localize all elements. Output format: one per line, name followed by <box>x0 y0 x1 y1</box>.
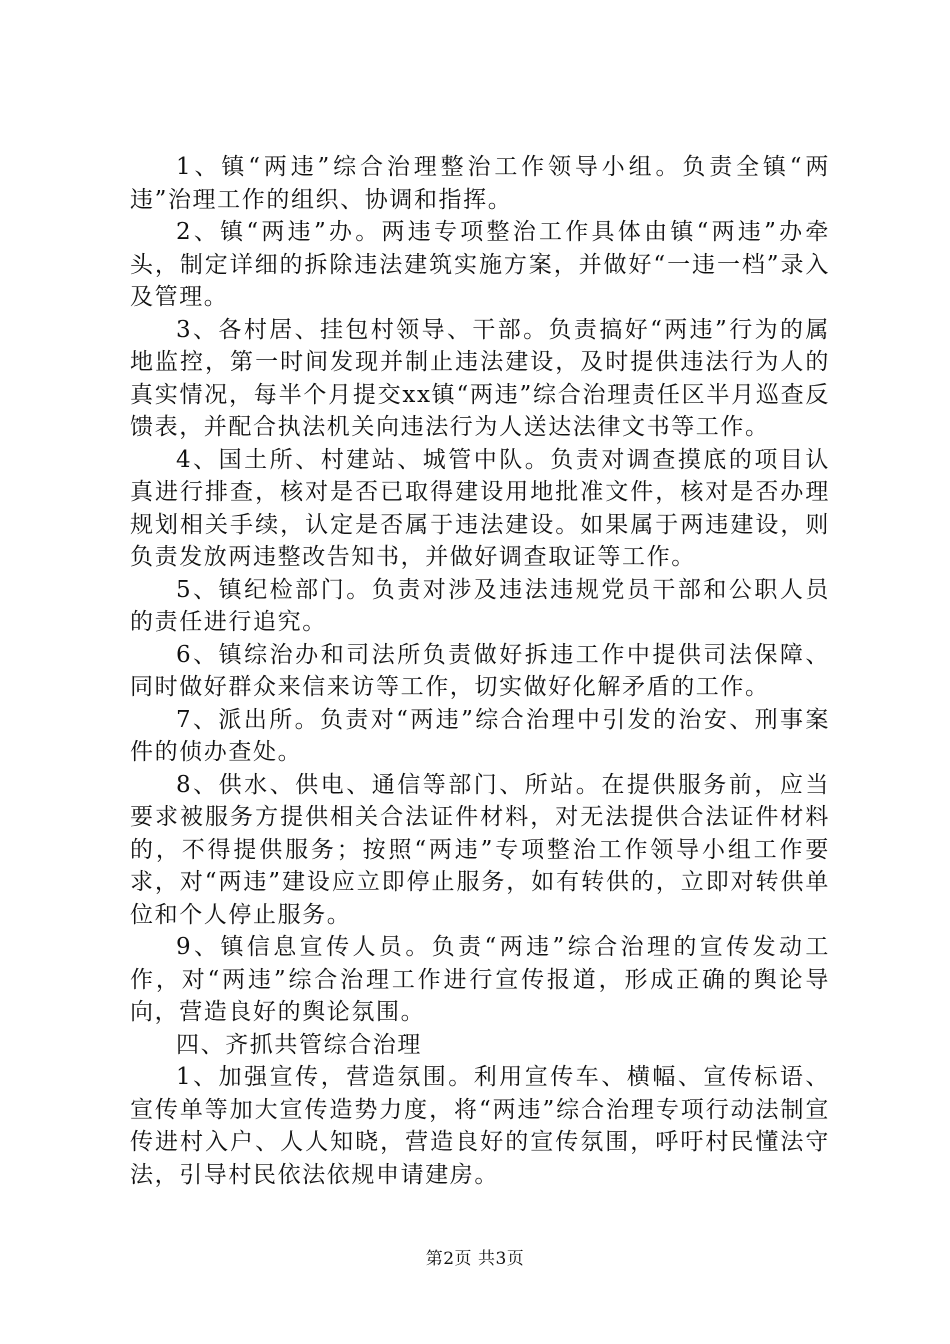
section-heading: 四、齐抓共管综合治理 <box>176 1031 422 1058</box>
paragraph-police-station: 7、派出所。负责对“两违”综合治理中引发的治安、刑事案件的侦办查处。 <box>130 706 830 765</box>
paragraph-two-violations-office: 2、镇“两违”办。两违专项整治工作具体由镇“两违”办牵头，制定详细的拆除违法建筑实施方案，并做好“一违一档”录入及管理。 <box>130 219 830 310</box>
paragraph-publicity-staff: 9、镇信息宣传人员。负责“两违”综合治理的宣传发动工作，对“两违”综合治理工作进行宣传报道，形成正确的舆论导向，营造良好的舆论氛围。 <box>130 934 830 1025</box>
paragraph-discipline-dept: 5、镇纪检部门。负责对涉及违法违规党员干部和公职人员的责任进行追究。 <box>130 576 830 635</box>
document-body <box>130 151 830 1191</box>
paragraph-lead-group: 1、镇“两违”综合治理整治工作领导小组。负责全镇“两违”治理工作的组织、协调和指挥。 <box>130 154 830 213</box>
page-number-footer: 第2页 共3页 <box>425 1249 525 1269</box>
paragraph-judicial-office: 6、镇综治办和司法所负责做好拆违工作中提供司法保障、同时做好群众来信来访等工作，切实做好化解矛盾的工作。 <box>130 641 830 700</box>
paragraph-utilities: 8、供水、供电、通信等部门、所站。在提供服务前，应当要求被服务方提供相关合法证件材料，对无法提供合法证件材料的，不得提供服务；按照“两违”专项整治工作领导小组工作要求，对“两违”建设应立即停止服务，如有转供的，立即对转供单位和个人停止服务。 <box>130 771 830 928</box>
paragraph-land-office: 4、国土所、村建站、城管中队。负责对调查摸底的项目认真进行排查，核对是否已取得建设用地批准文件，核对是否办理规划相关手续，认定是否属于违法建设。如果属于两违建设，则负责发放两违整改告知书，并做好调查取证等工作。 <box>130 446 830 570</box>
paragraph-publicity-campaign: 1、加强宣传，营造氛围。利用宣传车、横幅、宣传标语、宣传单等加大宣传造势力度，将“两违”综合治理专项行动法制宣传进村入户、人人知晓，营造良好的宣传氛围，呼吁村民懂法守法，引导村民依法依规申请建房。 <box>130 1064 830 1188</box>
paragraph-village-leaders: 3、各村居、挂包村领导、干部。负责搞好“两违”行为的属地监控，第一时间发现并制止违法建设，及时提供违法行为人的真实情况，每半个月提交xx镇“两违”综合治理责任区半月巡查反馈表，并配合执法机关向违法行为人送达法律文书等工作。 <box>130 316 830 440</box>
